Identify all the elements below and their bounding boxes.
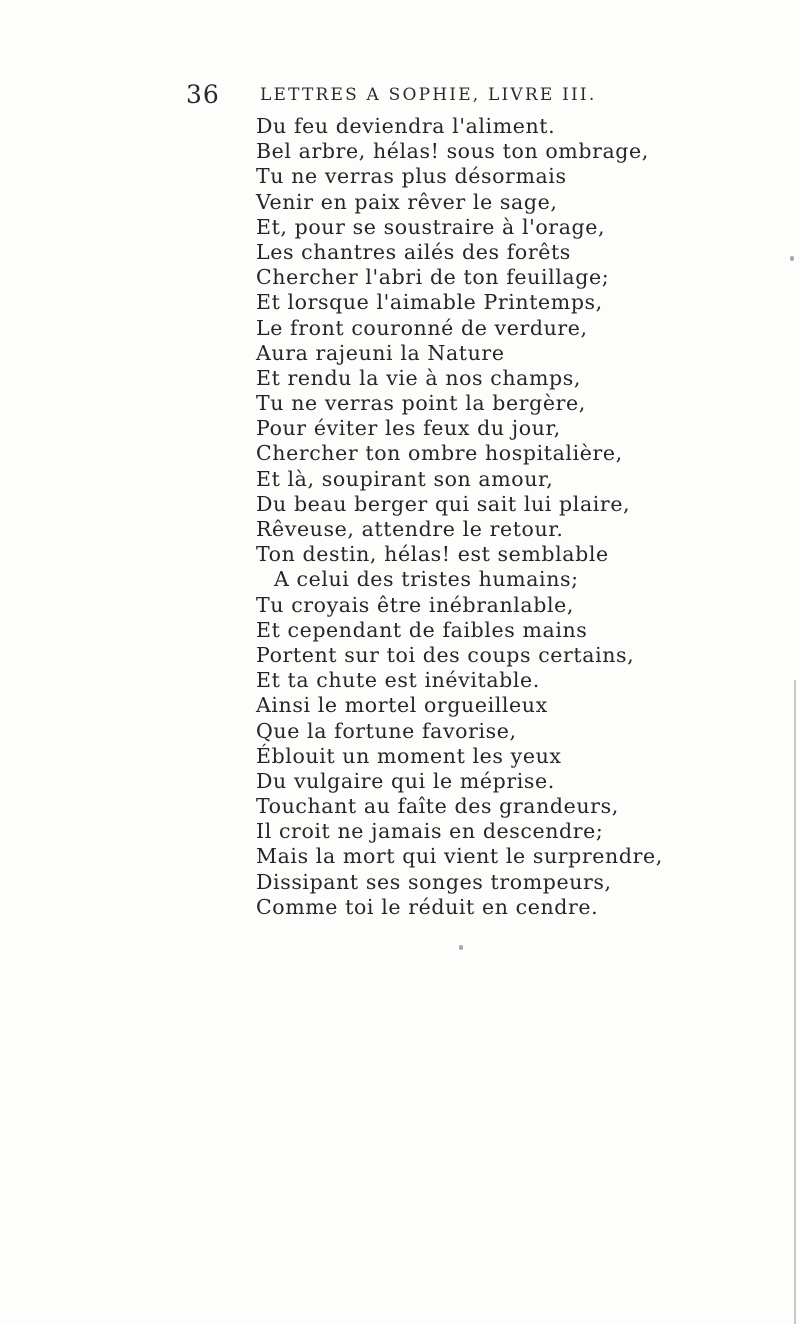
poem-line: Ton destin, hélas! est semblable <box>256 542 609 567</box>
poem-line: Il croit ne jamais en descendre; <box>256 819 604 844</box>
paper-speck <box>459 945 463 950</box>
poem-line: Et ta chute est inévitable. <box>256 668 540 693</box>
poem-line: Et là, soupirant son amour, <box>256 466 554 491</box>
poem-line: Dissipant ses songes trompeurs, <box>256 869 612 894</box>
poem-line: Comme toi le réduit en cendre. <box>256 894 599 919</box>
poem-line: Portent sur toi des coups certains, <box>256 642 635 667</box>
poem-line: Et rendu la vie à nos champs, <box>256 365 581 390</box>
poem-line: Et lorsque l'aimable Printemps, <box>256 290 603 315</box>
page-header <box>186 80 746 110</box>
poem-line: Pour éviter les feux du jour, <box>256 416 561 441</box>
page-edge-shadow <box>794 680 796 1324</box>
page-number: 36 <box>186 80 220 109</box>
poem-line: Et cependant de faibles mains <box>256 617 588 642</box>
poem-line: Mais la mort qui vient le surprendre, <box>256 844 663 869</box>
poem-line: Bel arbre, hélas! sous ton ombrage, <box>256 139 649 164</box>
poem-line: Que la fortune favorise, <box>256 718 517 743</box>
poem-line: Du beau berger qui sait lui plaire, <box>256 491 631 516</box>
poem-line: Touchant au faîte des grandeurs, <box>256 794 619 819</box>
poem-line: Éblouit un moment les yeux <box>256 743 562 768</box>
poem-line: Chercher l'abri de ton feuillage; <box>256 265 610 290</box>
poem-line: Et, pour se soustraire à l'orage, <box>256 214 606 239</box>
running-head: LETTRES A SOPHIE, LIVRE III. <box>260 85 597 105</box>
poem-line: Aura rajeuni la Nature <box>256 340 505 365</box>
poem-text <box>256 114 726 920</box>
poem-line: Du vulgaire qui le méprise. <box>256 768 555 793</box>
poem-line: Tu croyais être inébranlable, <box>256 592 574 617</box>
poem-line: Tu ne verras point la bergère, <box>256 391 586 416</box>
poem-line: Venir en paix rêver le sage, <box>256 189 558 214</box>
poem-line: Du feu deviendra l'aliment. <box>256 114 556 138</box>
paper-speck <box>790 256 794 261</box>
poem-line: Les chantres ailés des forêts <box>256 239 571 264</box>
poem-line: A celui des tristes humains; <box>274 567 579 592</box>
poem-line: Rêveuse, attendre le retour. <box>256 517 564 541</box>
poem-line: Le front couronné de verdure, <box>256 315 588 340</box>
poem-line: Tu ne verras plus désormais <box>256 164 567 189</box>
poem-line: Chercher ton ombre hospitalière, <box>256 441 623 466</box>
poem-line: Ainsi le mortel orgueilleux <box>256 693 548 718</box>
